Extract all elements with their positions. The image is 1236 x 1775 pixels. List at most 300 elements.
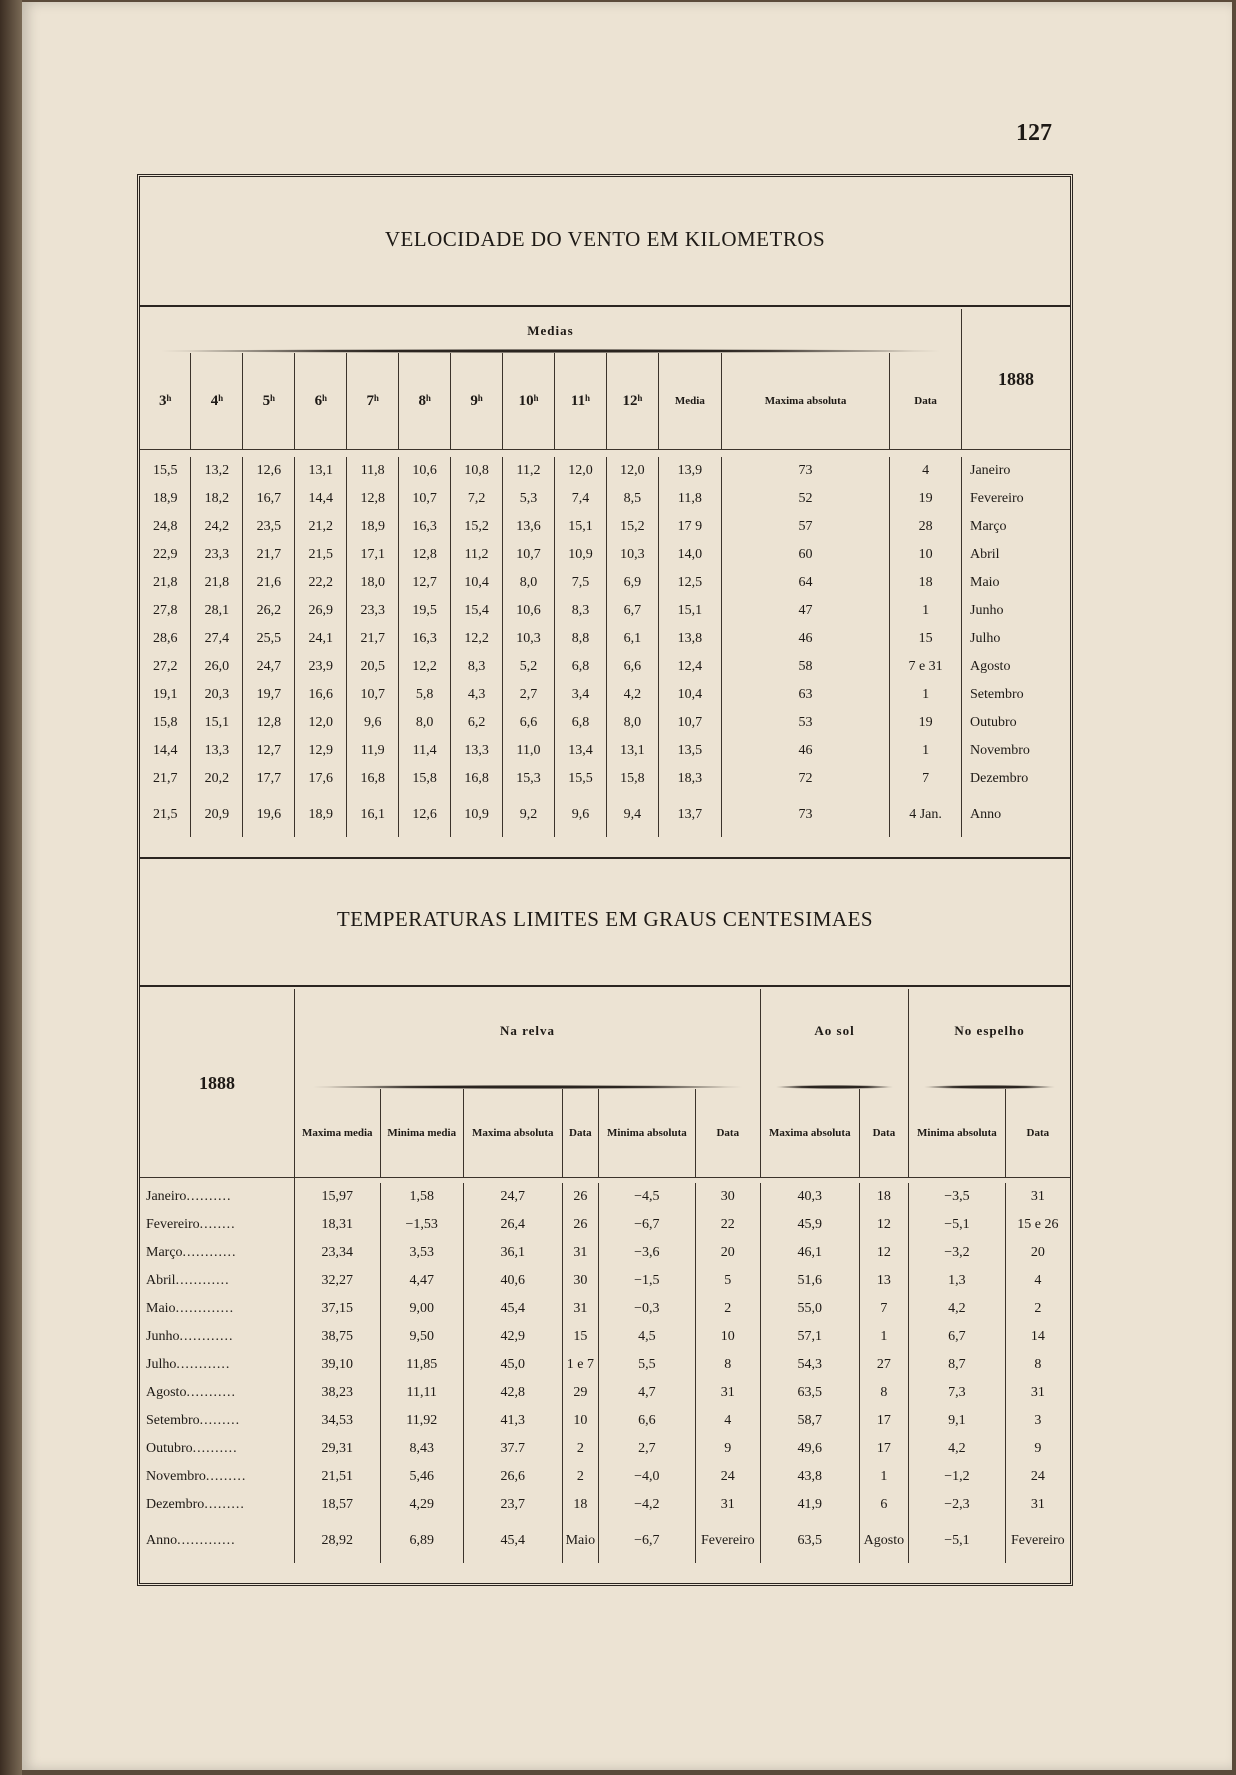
leader-dots: ............ xyxy=(175,1273,230,1288)
table-cell: 23,34 xyxy=(295,1239,381,1267)
table-cell: 6,6 xyxy=(606,653,658,681)
month-label: Março xyxy=(970,519,1007,534)
table-cell: 43,8 xyxy=(760,1463,859,1491)
table-cell: 7 xyxy=(890,765,962,793)
table-cell: 4 xyxy=(890,457,962,485)
table-cell: 17,6 xyxy=(295,765,347,793)
table-cell: 15,8 xyxy=(606,765,658,793)
table-cell: 37,15 xyxy=(295,1295,381,1323)
media-column-header: Media xyxy=(658,353,721,449)
month-label: Setembro xyxy=(970,687,1024,702)
month-name: Setembro xyxy=(146,1413,200,1428)
table-cell: −5,1 xyxy=(909,1519,1006,1563)
table-row xyxy=(140,1323,1070,1351)
table-cell: 18,0 xyxy=(347,569,399,597)
table-cell: 45,9 xyxy=(760,1211,859,1239)
table-cell: 2 xyxy=(562,1463,599,1491)
table-cell: 10,7 xyxy=(503,541,555,569)
table-cell: 27,4 xyxy=(191,625,243,653)
table-cell: 31 xyxy=(1030,1497,1045,1512)
table-cell: 2 xyxy=(562,1435,599,1463)
month-label xyxy=(140,1267,295,1295)
table-cell: 42,8 xyxy=(463,1379,562,1407)
table-cell: −1,2 xyxy=(909,1463,1006,1491)
month-name: Maio xyxy=(146,1301,176,1316)
divider xyxy=(140,305,1070,307)
table-cell: 18,9 xyxy=(140,485,191,513)
table-cell: 4,2 xyxy=(606,681,658,709)
table-cell: 3 xyxy=(1034,1413,1042,1428)
table-row xyxy=(140,541,1070,569)
table-cell: 9,00 xyxy=(380,1295,463,1323)
table-cell: −1,53 xyxy=(380,1211,463,1239)
table-cell: 15,2 xyxy=(606,513,658,541)
table-cell: 19,7 xyxy=(243,681,295,709)
table-cell: 17,7 xyxy=(243,765,295,793)
month-label xyxy=(140,1379,295,1407)
table-cell: 27 xyxy=(859,1351,909,1379)
temp-column-header: Maxima media xyxy=(295,1089,381,1177)
table-cell: 8,5 xyxy=(606,485,658,513)
table-cell: 4 Jan. xyxy=(890,793,962,837)
table-cell: 15,5 xyxy=(140,457,191,485)
month-label: Novembro xyxy=(970,743,1030,758)
ao-sol-group-header xyxy=(760,989,908,1089)
table-cell: 18,57 xyxy=(295,1491,381,1519)
table-row xyxy=(140,457,1070,485)
leader-dots: ........ xyxy=(199,1217,236,1232)
table-cell: 6,6 xyxy=(599,1407,696,1435)
table-cell: 15,5 xyxy=(554,765,606,793)
table-cell: 8,0 xyxy=(606,709,658,737)
table-cell: 1 xyxy=(890,597,962,625)
table-cell: 10,3 xyxy=(606,541,658,569)
table-cell: 12,2 xyxy=(399,653,451,681)
wind-table xyxy=(140,309,1070,837)
table-row xyxy=(140,1295,1070,1323)
table-cell: 24,7 xyxy=(243,653,295,681)
table-cell: 14 xyxy=(1030,1329,1045,1344)
temp-column-header: Data xyxy=(859,1089,909,1177)
medias-group-header xyxy=(140,309,962,353)
table-cell: 3,4 xyxy=(554,681,606,709)
table-cell: 4 xyxy=(1034,1273,1042,1288)
month-name: Outubro xyxy=(146,1441,193,1456)
month-label: Julho xyxy=(970,631,1001,646)
table-cell: 9 xyxy=(695,1435,760,1463)
table-cell: −2,3 xyxy=(909,1491,1006,1519)
table-cell: 17 xyxy=(859,1407,909,1435)
table-cell: 38,75 xyxy=(295,1323,381,1351)
table-cell: 1 xyxy=(890,681,962,709)
table-cell: 12,8 xyxy=(347,485,399,513)
table-cell: 27,8 xyxy=(140,597,191,625)
table-cell: 5,5 xyxy=(599,1351,696,1379)
table-cell: 58 xyxy=(721,653,889,681)
table-cell: 13,7 xyxy=(658,793,721,837)
month-name: Janeiro xyxy=(146,1189,187,1204)
table-cell: 20,2 xyxy=(191,765,243,793)
table-row xyxy=(140,625,1070,653)
table-cell: 16,8 xyxy=(347,765,399,793)
no-espelho-group-header xyxy=(909,989,1070,1089)
divider xyxy=(140,985,1070,987)
table-cell: 31 xyxy=(1030,1189,1045,1204)
table-row xyxy=(140,1491,1070,1519)
table-cell: 12,0 xyxy=(295,709,347,737)
table-row xyxy=(140,681,1070,709)
table-cell: 13 xyxy=(859,1267,909,1295)
table-cell: 32,27 xyxy=(295,1267,381,1295)
table-cell: 1,58 xyxy=(380,1183,463,1211)
table-cell: 39,10 xyxy=(295,1351,381,1379)
medias-label: Medias xyxy=(527,323,574,338)
table-cell: 9,50 xyxy=(380,1323,463,1351)
table-cell: 15,97 xyxy=(295,1183,381,1211)
table-cell: −3,5 xyxy=(909,1183,1006,1211)
month-label xyxy=(140,1295,295,1323)
na-relva-group-header xyxy=(295,989,761,1089)
table-cell: 2,7 xyxy=(503,681,555,709)
table-cell: 7,4 xyxy=(554,485,606,513)
table-cell: 1 xyxy=(859,1323,909,1351)
temp-column-header: Minima absoluta xyxy=(599,1089,696,1177)
month-label xyxy=(140,1491,295,1519)
hour-column-header: 6ʰ xyxy=(295,353,347,449)
temperature-table-title: TEMPERATURAS LIMITES EM GRAUS CENTESIMAES xyxy=(336,907,874,931)
table-cell: 8,0 xyxy=(399,709,451,737)
table-cell: 6,1 xyxy=(606,625,658,653)
table-cell: 17,1 xyxy=(347,541,399,569)
table-cell: −3,6 xyxy=(599,1239,696,1267)
table-cell: 31 xyxy=(562,1295,599,1323)
leader-dots: ........... xyxy=(186,1385,236,1400)
spacer-row xyxy=(140,449,1070,457)
table-cell: 1 xyxy=(890,737,962,765)
table-cell: 20,3 xyxy=(191,681,243,709)
table-cell: 11,85 xyxy=(380,1351,463,1379)
table-cell: 5,3 xyxy=(503,485,555,513)
hour-column-header: 11ʰ xyxy=(554,353,606,449)
table-cell: 63,5 xyxy=(760,1379,859,1407)
table-row xyxy=(140,485,1070,513)
table-cell: 12,2 xyxy=(451,625,503,653)
table-cell: 8 xyxy=(695,1351,760,1379)
temp-year-header: 1888 xyxy=(140,989,295,1177)
table-cell: 8 xyxy=(1034,1357,1042,1372)
table-cell: 11,4 xyxy=(399,737,451,765)
table-cell: 8,3 xyxy=(554,597,606,625)
table-cell: −6,7 xyxy=(599,1519,696,1563)
table-cell: 28,92 xyxy=(295,1519,381,1563)
table-cell: 21,8 xyxy=(191,569,243,597)
month-label: Agosto xyxy=(970,659,1011,674)
table-cell: 18 xyxy=(890,569,962,597)
table-cell: 24,7 xyxy=(463,1183,562,1211)
table-cell: 11,0 xyxy=(503,737,555,765)
table-cell: 4,3 xyxy=(451,681,503,709)
table-cell: 21,7 xyxy=(140,765,191,793)
table-cell: 28,6 xyxy=(140,625,191,653)
na-relva-label: Na relva xyxy=(499,1023,555,1038)
table-cell: −3,2 xyxy=(909,1239,1006,1267)
table-cell: 8,0 xyxy=(503,569,555,597)
table-cell: 23,5 xyxy=(243,513,295,541)
table-cell: 4,5 xyxy=(599,1323,696,1351)
table-cell: −5,1 xyxy=(909,1211,1006,1239)
table-cell: 21,5 xyxy=(295,541,347,569)
table-cell: 2 xyxy=(695,1295,760,1323)
month-name: Março xyxy=(146,1245,183,1260)
table-cell: −4,2 xyxy=(599,1491,696,1519)
table-cell: 12,4 xyxy=(658,653,721,681)
table-cell: 10,8 xyxy=(451,457,503,485)
table-cell: 16,1 xyxy=(347,793,399,837)
table-cell: 7 xyxy=(859,1295,909,1323)
table-cell: 21,2 xyxy=(295,513,347,541)
table-cell: 15,3 xyxy=(503,765,555,793)
table-cell: 45,4 xyxy=(463,1295,562,1323)
table-cell: 14,4 xyxy=(295,485,347,513)
table-cell: 6,9 xyxy=(606,569,658,597)
table-cell: 46 xyxy=(721,625,889,653)
month-name: Abril xyxy=(146,1273,176,1288)
table-cell: 11,8 xyxy=(658,485,721,513)
table-cell: 40,6 xyxy=(463,1267,562,1295)
table-cell: 63,5 xyxy=(760,1519,859,1563)
table-cell: 20 xyxy=(695,1239,760,1267)
month-label: Fevereiro xyxy=(970,491,1024,506)
table-cell: 12,9 xyxy=(295,737,347,765)
table-cell: 52 xyxy=(721,485,889,513)
table-cell: 1 xyxy=(859,1463,909,1491)
table-cell: 19 xyxy=(890,485,962,513)
table-cell: 10,9 xyxy=(451,793,503,837)
table-cell: 13,3 xyxy=(191,737,243,765)
table-cell: 12,6 xyxy=(399,793,451,837)
table-cell: 9,6 xyxy=(554,793,606,837)
table-cell: 15 xyxy=(562,1323,599,1351)
table-cell: 45,0 xyxy=(463,1351,562,1379)
table-cell: 17 9 xyxy=(658,513,721,541)
month-label: Maio xyxy=(970,575,1000,590)
table-cell: 31 xyxy=(1030,1385,1045,1400)
table-cell: 15,8 xyxy=(399,765,451,793)
table-cell: 36,1 xyxy=(463,1239,562,1267)
month-label xyxy=(140,1239,295,1267)
table-cell: 6,89 xyxy=(380,1519,463,1563)
table-cell: 11,11 xyxy=(380,1379,463,1407)
table-cell: 40,3 xyxy=(760,1183,859,1211)
table-cell: 38,23 xyxy=(295,1379,381,1407)
table-cell: 15,2 xyxy=(451,513,503,541)
table-cell: 12,5 xyxy=(658,569,721,597)
table-cell: 11,2 xyxy=(503,457,555,485)
table-cell: 16,8 xyxy=(451,765,503,793)
month-name: Fevereiro xyxy=(146,1217,200,1232)
table-cell: Fevereiro xyxy=(1011,1533,1065,1548)
month-label xyxy=(140,1435,295,1463)
month-label xyxy=(140,1323,295,1351)
table-cell: Maio xyxy=(562,1519,599,1563)
table-cell: 41,9 xyxy=(760,1491,859,1519)
table-cell: 16,7 xyxy=(243,485,295,513)
table-cell: 14,4 xyxy=(140,737,191,765)
table-cell: 13,1 xyxy=(295,457,347,485)
table-cell: 23,9 xyxy=(295,653,347,681)
table-cell: 47 xyxy=(721,597,889,625)
table-cell: 20 xyxy=(1030,1245,1045,1260)
table-cell: 21,5 xyxy=(140,793,191,837)
table-row xyxy=(140,653,1070,681)
table-cell: 18 xyxy=(562,1491,599,1519)
table-cell: 13,9 xyxy=(658,457,721,485)
table-cell: 17 xyxy=(859,1435,909,1463)
leader-dots: ............. xyxy=(177,1533,236,1548)
table-cell: 21,8 xyxy=(140,569,191,597)
table-cell: 73 xyxy=(721,457,889,485)
table-cell: 18,2 xyxy=(191,485,243,513)
table-row xyxy=(140,1435,1070,1463)
table-row xyxy=(140,1351,1070,1379)
table-row xyxy=(140,765,1070,793)
table-cell: 26,9 xyxy=(295,597,347,625)
month-name: Novembro xyxy=(146,1469,206,1484)
wind-year-header: 1888 xyxy=(962,309,1071,449)
table-cell: 18,9 xyxy=(295,793,347,837)
table-cell: 45,4 xyxy=(463,1519,562,1563)
table-cell: 8 xyxy=(859,1379,909,1407)
table-cell: 6 xyxy=(859,1491,909,1519)
table-cell: 73 xyxy=(721,793,889,837)
ao-sol-label: Ao sol xyxy=(814,1023,855,1038)
table-cell: 12,7 xyxy=(243,737,295,765)
table-cell: 13,3 xyxy=(451,737,503,765)
table-row xyxy=(140,1239,1070,1267)
table-cell: 13,5 xyxy=(658,737,721,765)
table-cell: 6,8 xyxy=(554,709,606,737)
table-cell: 11,92 xyxy=(380,1407,463,1435)
table-cell: 46 xyxy=(721,737,889,765)
temp-column-header: Maxima absoluta xyxy=(760,1089,859,1177)
table-cell: 19,5 xyxy=(399,597,451,625)
table-cell: 12 xyxy=(859,1239,909,1267)
table-cell: 19,6 xyxy=(243,793,295,837)
month-label xyxy=(140,1463,295,1491)
month-label xyxy=(140,1211,295,1239)
table-cell: 28,1 xyxy=(191,597,243,625)
table-cell: 72 xyxy=(721,765,889,793)
spacer-cell xyxy=(140,449,191,457)
table-cell: 41,3 xyxy=(463,1407,562,1435)
table-cell: 13,2 xyxy=(191,457,243,485)
table-cell: 10 xyxy=(890,541,962,569)
no-espelho-label: No espelho xyxy=(954,1023,1025,1038)
table-cell: 23,3 xyxy=(191,541,243,569)
leader-dots: ......... xyxy=(204,1497,245,1512)
table-cell: 18,3 xyxy=(658,765,721,793)
table-cell: 10,7 xyxy=(658,709,721,737)
leader-dots: .......... xyxy=(186,1189,232,1204)
table-cell: 18,31 xyxy=(295,1211,381,1239)
table-cell: 49,6 xyxy=(760,1435,859,1463)
table-cell: Agosto xyxy=(859,1519,909,1563)
table-cell: 15 e 26 xyxy=(1017,1217,1059,1232)
table-cell: 60 xyxy=(721,541,889,569)
table-cell: 10,9 xyxy=(554,541,606,569)
table-cell: 26 xyxy=(562,1211,599,1239)
leader-dots: ......... xyxy=(205,1469,247,1484)
table-cell: 57,1 xyxy=(760,1323,859,1351)
month-label xyxy=(140,1407,295,1435)
month-name: Junho xyxy=(146,1329,180,1344)
hour-column-header: 7ʰ xyxy=(347,353,399,449)
table-cell: 31 xyxy=(695,1491,760,1519)
table-row xyxy=(140,709,1070,737)
table-row xyxy=(140,597,1070,625)
table-cell: 22,2 xyxy=(295,569,347,597)
leader-dots: ............ xyxy=(182,1245,237,1260)
table-cell: 11,8 xyxy=(347,457,399,485)
month-label: Janeiro xyxy=(970,463,1011,478)
table-cell: 55,0 xyxy=(760,1295,859,1323)
table-cell: 21,7 xyxy=(243,541,295,569)
table-cell: −4,5 xyxy=(599,1183,696,1211)
table-cell: −6,7 xyxy=(599,1211,696,1239)
table-cell: 19,1 xyxy=(140,681,191,709)
month-label: Outubro xyxy=(970,715,1017,730)
table-cell: 6,8 xyxy=(554,653,606,681)
table-cell: 24 xyxy=(1030,1469,1045,1484)
table-row xyxy=(140,513,1070,541)
table-cell: 8,43 xyxy=(380,1435,463,1463)
table-cell: 12 xyxy=(859,1211,909,1239)
table-cell: 10,7 xyxy=(399,485,451,513)
temp-column-header: Maxima absoluta xyxy=(463,1089,562,1177)
table-cell: 24 xyxy=(695,1463,760,1491)
maxima-absoluta-column-header: Maxima absoluta xyxy=(721,353,889,449)
annual-row xyxy=(140,1519,1070,1563)
table-cell: 25,5 xyxy=(243,625,295,653)
table-cell: 18,9 xyxy=(347,513,399,541)
table-cell: 13,4 xyxy=(554,737,606,765)
table-cell: 4,2 xyxy=(909,1435,1006,1463)
divider xyxy=(140,857,1070,859)
table-cell: 10,4 xyxy=(658,681,721,709)
leader-dots: ......... xyxy=(199,1413,241,1428)
table-cell: 18 xyxy=(859,1183,909,1211)
table-cell: 2 xyxy=(1034,1301,1042,1316)
table-cell: 3,53 xyxy=(380,1239,463,1267)
table-cell: 6,7 xyxy=(606,597,658,625)
table-cell: −0,3 xyxy=(599,1295,696,1323)
table-row xyxy=(140,569,1070,597)
table-cell: 22,9 xyxy=(140,541,191,569)
annual-row xyxy=(140,793,1070,837)
table-cell: 10,6 xyxy=(503,597,555,625)
table-cell: 64 xyxy=(721,569,889,597)
table-cell: 5,2 xyxy=(503,653,555,681)
table-cell: 54,3 xyxy=(760,1351,859,1379)
table-cell: 10 xyxy=(695,1323,760,1351)
month-label: Dezembro xyxy=(970,771,1029,786)
table-cell: 13,6 xyxy=(503,513,555,541)
table-cell: 10,4 xyxy=(451,569,503,597)
table-cell: 20,9 xyxy=(191,793,243,837)
table-cell: 9 xyxy=(1034,1441,1042,1456)
table-cell: 16,3 xyxy=(399,625,451,653)
table-cell: −1,5 xyxy=(599,1267,696,1295)
